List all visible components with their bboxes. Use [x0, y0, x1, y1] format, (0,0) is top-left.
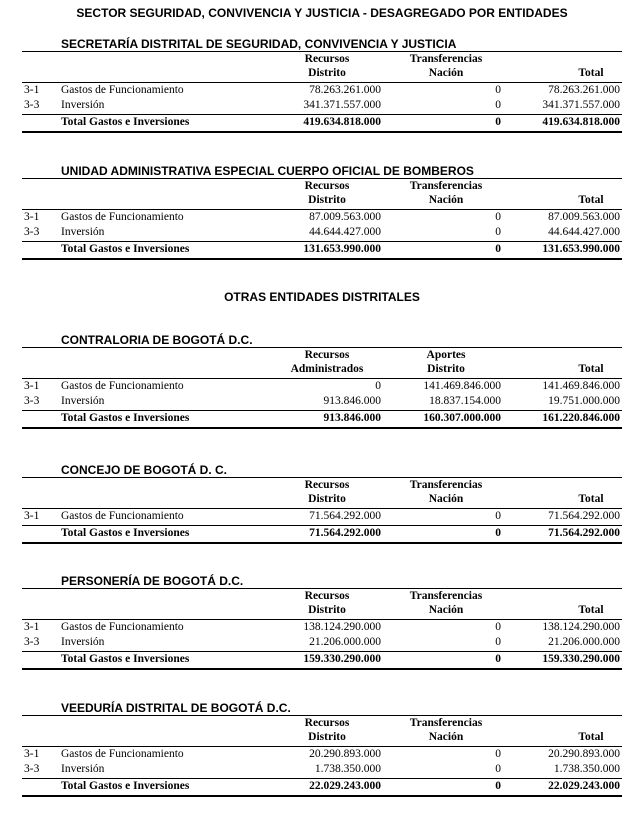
total-row	[0, 779, 644, 794]
total-value-2: 0	[495, 116, 501, 128]
column-header-total: Total	[578, 194, 604, 206]
total-value-total: 161.220.846.000	[542, 412, 620, 424]
column-header-2: Aportes Distrito	[426, 349, 466, 375]
column-header-total-cell	[505, 66, 622, 80]
entity-block	[0, 574, 644, 686]
row-code: 3-1	[24, 621, 40, 633]
entity-title: SECRETARÍA DISTRITAL DE SEGURIDAD, CONVIVENCIA Y JUSTICIA	[61, 37, 457, 51]
row-concept: Gastos de Funcionamiento	[61, 621, 184, 633]
row-total: 141.469.846.000	[542, 380, 620, 392]
row-concept: Gastos de Funcionamiento	[61, 211, 184, 223]
row-value-1: 341.371.557.000	[303, 99, 381, 111]
entity-title: UNIDAD ADMINISTRATIVA ESPECIAL CUERPO OFICIAL DE BOMBEROS	[61, 164, 474, 178]
table-row	[0, 225, 644, 240]
row-concept: Gastos de Funcionamiento	[61, 748, 184, 760]
total-bottom-rule	[22, 131, 622, 133]
total-bottom-rule	[22, 258, 622, 260]
row-value-1: 0	[375, 380, 381, 392]
table-row	[0, 83, 644, 98]
page-title: SECTOR SEGURIDAD, CONVIVENCIA Y JUSTICIA - DESAGREGADO POR ENTIDADES	[76, 6, 568, 20]
row-concept: Inversión	[61, 395, 105, 407]
column-header-1: Recursos Administrados	[290, 349, 364, 375]
entity-title: CONTRALORIA DE BOGOTÁ D.C.	[61, 333, 253, 347]
total-concept: Total Gastos e Inversiones	[61, 116, 190, 128]
total-value-total: 71.564.292.000	[548, 527, 620, 539]
row-value-2: 0	[495, 763, 501, 775]
row-concept: Inversión	[61, 226, 105, 238]
column-header-2: Transferencias Nación	[409, 479, 483, 505]
column-header-1: Recursos Distrito	[304, 180, 350, 206]
row-total: 21.206.000.000	[548, 636, 620, 648]
column-header-2: Transferencias Nación	[409, 717, 483, 743]
row-value-1: 78.263.261.000	[309, 84, 381, 96]
entity-title: CONCEJO DE BOGOTÁ D. C.	[61, 463, 228, 477]
row-value-1: 913.846.000	[323, 395, 381, 407]
row-code: 3-1	[24, 84, 40, 96]
total-value-total: 159.330.290.000	[542, 653, 620, 665]
row-total: 1.738.350.000	[553, 763, 620, 775]
total-bottom-rule	[22, 795, 622, 797]
total-value-1: 131.653.990.000	[303, 243, 381, 255]
row-value-2: 0	[495, 84, 501, 96]
total-value-1: 913.846.000	[323, 412, 381, 424]
row-total: 71.564.292.000	[548, 510, 620, 522]
total-value-1: 71.564.292.000	[309, 527, 381, 539]
row-value-1: 71.564.292.000	[309, 510, 381, 522]
table-row	[0, 747, 644, 762]
row-value-2: 0	[495, 226, 501, 238]
section-title: OTRAS ENTIDADES DISTRITALES	[224, 290, 420, 304]
column-header-1: Recursos Distrito	[304, 479, 350, 505]
row-value-2: 0	[495, 621, 501, 633]
row-value-2: 0	[495, 510, 501, 522]
column-header-total: Total	[578, 67, 604, 79]
row-concept: Gastos de Funcionamiento	[61, 84, 184, 96]
row-value-1: 138.124.290.000	[303, 621, 381, 633]
total-value-1: 159.330.290.000	[303, 653, 381, 665]
row-value-2: 18.837.154.000	[429, 395, 501, 407]
column-header-1: Recursos Distrito	[304, 717, 350, 743]
table-row	[0, 210, 644, 225]
column-header-2: Transferencias Nación	[409, 180, 483, 206]
row-value-1: 44.644.427.000	[309, 226, 381, 238]
row-code: 3-3	[24, 99, 40, 111]
column-header-total-cell	[505, 730, 622, 744]
row-total: 44.644.427.000	[548, 226, 620, 238]
row-concept: Gastos de Funcionamiento	[61, 510, 184, 522]
table-row	[0, 509, 644, 524]
entity-block	[0, 463, 644, 575]
entity-block	[0, 37, 644, 149]
row-value-2: 0	[495, 211, 501, 223]
total-row	[0, 115, 644, 130]
table-row	[0, 620, 644, 635]
total-value-2: 0	[495, 780, 501, 792]
total-value-1: 22.029.243.000	[309, 780, 381, 792]
table-row	[0, 762, 644, 777]
row-code: 3-1	[24, 380, 40, 392]
row-concept: Inversión	[61, 99, 105, 111]
total-value-2: 0	[495, 527, 501, 539]
table-row	[0, 635, 644, 650]
column-header-total: Total	[578, 731, 604, 743]
row-total: 20.290.893.000	[548, 748, 620, 760]
row-value-2: 0	[495, 748, 501, 760]
column-header-total: Total	[578, 604, 604, 616]
total-value-total: 419.634.818.000	[542, 116, 620, 128]
row-code: 3-3	[24, 226, 40, 238]
total-row	[0, 411, 644, 426]
total-row	[0, 652, 644, 667]
row-code: 3-3	[24, 395, 40, 407]
total-value-1: 419.634.818.000	[303, 116, 381, 128]
total-bottom-rule	[22, 542, 622, 544]
table-row	[0, 98, 644, 113]
total-row	[0, 242, 644, 257]
total-bottom-rule	[22, 427, 622, 429]
entity-block	[0, 333, 644, 445]
row-code: 3-1	[24, 211, 40, 223]
total-row	[0, 526, 644, 541]
column-header-total-cell	[505, 603, 622, 617]
total-bottom-rule	[22, 668, 622, 670]
column-header-1: Recursos Distrito	[304, 53, 350, 79]
column-header-1: Recursos Distrito	[304, 590, 350, 616]
total-value-2: 0	[495, 653, 501, 665]
row-value-2: 0	[495, 99, 501, 111]
row-concept: Inversión	[61, 763, 105, 775]
row-concept: Gastos de Funcionamiento	[61, 380, 184, 392]
row-code: 3-1	[24, 510, 40, 522]
total-value-total: 131.653.990.000	[542, 243, 620, 255]
row-code: 3-3	[24, 763, 40, 775]
entity-title: PERSONERÍA DE BOGOTÁ D.C.	[61, 574, 244, 588]
column-header-2: Transferencias Nación	[409, 590, 483, 616]
row-total: 138.124.290.000	[542, 621, 620, 633]
row-code: 3-3	[24, 636, 40, 648]
row-value-1: 87.009.563.000	[309, 211, 381, 223]
row-total: 87.009.563.000	[548, 211, 620, 223]
column-header-2: Transferencias Nación	[409, 53, 483, 79]
row-value-1: 20.290.893.000	[309, 748, 381, 760]
row-concept: Inversión	[61, 636, 105, 648]
entity-title: VEEDURÍA DISTRITAL DE BOGOTÁ D.C.	[61, 701, 291, 715]
entity-block	[0, 701, 644, 813]
column-header-total: Total	[578, 493, 604, 505]
total-concept: Total Gastos e Inversiones	[61, 780, 190, 792]
row-total: 341.371.557.000	[542, 99, 620, 111]
row-total: 19.751.000.000	[548, 395, 620, 407]
row-value-2: 141.469.846.000	[423, 380, 501, 392]
total-concept: Total Gastos e Inversiones	[61, 412, 190, 424]
total-value-2: 0	[495, 243, 501, 255]
entity-block	[0, 164, 644, 276]
row-code: 3-1	[24, 748, 40, 760]
row-total: 78.263.261.000	[548, 84, 620, 96]
total-value-total: 22.029.243.000	[548, 780, 620, 792]
column-header-total-cell	[505, 193, 622, 207]
column-header-total: Total	[578, 363, 604, 375]
row-value-1: 1.738.350.000	[314, 763, 381, 775]
total-value-2: 160.307.000.000	[423, 412, 501, 424]
table-row	[0, 379, 644, 394]
row-value-2: 0	[495, 636, 501, 648]
total-concept: Total Gastos e Inversiones	[61, 243, 190, 255]
total-concept: Total Gastos e Inversiones	[61, 653, 190, 665]
column-header-total-cell	[505, 362, 622, 376]
total-concept: Total Gastos e Inversiones	[61, 527, 190, 539]
column-header-total-cell	[505, 492, 622, 506]
row-value-1: 21.206.000.000	[309, 636, 381, 648]
table-row	[0, 394, 644, 409]
